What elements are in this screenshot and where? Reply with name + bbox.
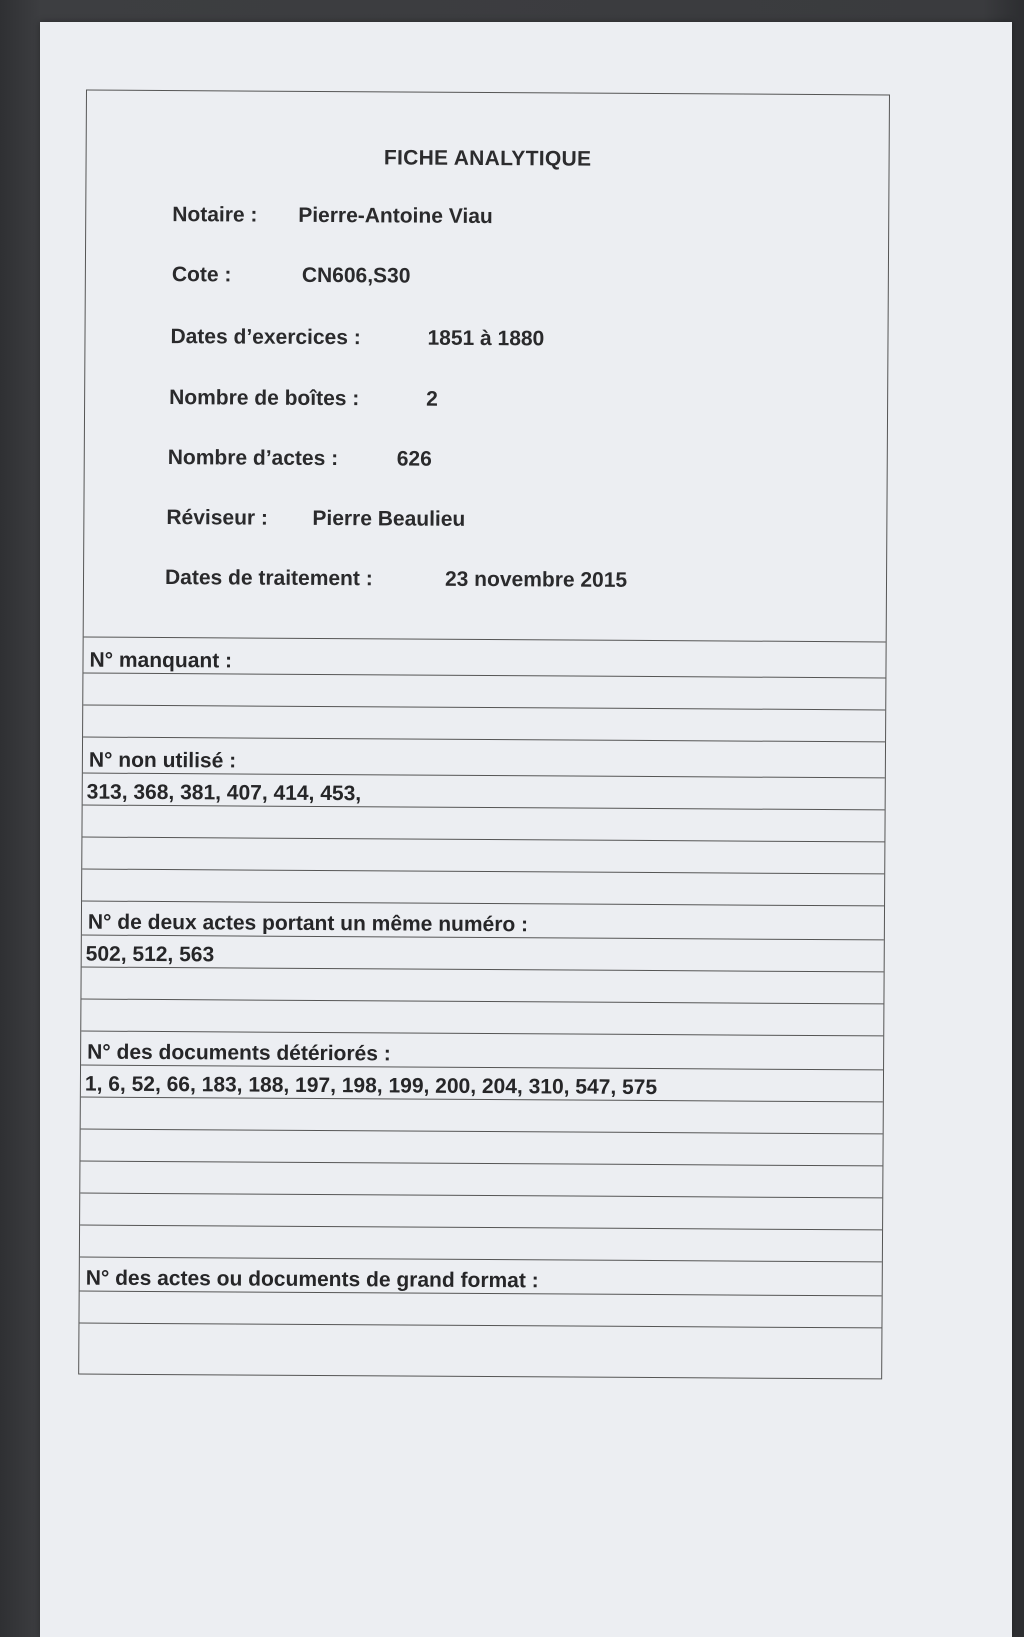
cote-value: CN606,S30 [301, 263, 411, 288]
ruled-line [80, 1161, 882, 1167]
ruled-line [80, 1225, 882, 1231]
field-dates-exercices [170, 325, 545, 351]
field-cote [171, 263, 411, 288]
deux-actes-label: N° de deux actes portant un même numéro : [87, 910, 529, 937]
nombre-boites-label: Nombre de boîtes : [169, 386, 360, 411]
ruled-line [81, 1065, 883, 1071]
nombre-actes-label: Nombre d’actes : [167, 446, 339, 471]
form-title: FICHE ANALYTIQUE [383, 146, 592, 171]
nombre-boites-value: 2 [426, 387, 438, 411]
non-utilise-value: 313, 368, 381, 407, 414, 453, [86, 780, 362, 806]
reviseur-label: Réviseur : [166, 506, 269, 530]
section-divider [84, 637, 886, 643]
deteriores-label: N° des documents détériorés : [87, 1040, 391, 1066]
ruled-line [82, 967, 884, 973]
field-dates-traitement [164, 566, 628, 592]
section-divider [80, 1257, 882, 1263]
document-sheet [40, 22, 1012, 1637]
section-divider [81, 1031, 883, 1037]
non-utilise-label: N° non utilisé : [88, 748, 237, 773]
ruled-line [79, 1323, 881, 1329]
ruled-line [80, 1193, 882, 1199]
manquant-label: N° manquant : [89, 648, 233, 673]
deteriores-value: 1, 6, 52, 66, 183, 188, 197, 198, 199, 200, 204, 310, 547, 575 [84, 1072, 658, 1100]
ruled-line [83, 773, 885, 779]
field-reviseur [166, 506, 466, 531]
ruled-line [81, 1129, 883, 1135]
field-nombre-actes [167, 446, 432, 471]
ruled-line [83, 673, 885, 679]
ruled-line [83, 805, 885, 811]
ruled-line [83, 705, 885, 711]
field-nombre-boites [169, 386, 438, 411]
dates-exercices-label: Dates d’exercices : [170, 325, 361, 350]
dates-exercices-value: 1851 à 1880 [427, 326, 545, 351]
notaire-label: Notaire : [172, 203, 258, 227]
reviseur-value: Pierre Beaulieu [312, 506, 466, 531]
section-divider [82, 901, 884, 907]
ruled-line [82, 869, 884, 875]
field-notaire [172, 203, 493, 229]
section-divider [83, 737, 885, 743]
deux-actes-value: 502, 512, 563 [85, 942, 215, 967]
dates-traitement-value: 23 novembre 2015 [444, 567, 628, 592]
nombre-actes-value: 626 [396, 447, 432, 471]
notaire-value: Pierre-Antoine Viau [298, 203, 493, 229]
ruled-line [81, 999, 883, 1005]
form-frame [78, 90, 890, 1380]
grand-format-label: N° des actes ou documents de grand format : [85, 1266, 539, 1293]
ruled-line [82, 837, 884, 843]
cote-label: Cote : [171, 263, 232, 287]
dates-traitement-label: Dates de traitement : [164, 566, 373, 591]
